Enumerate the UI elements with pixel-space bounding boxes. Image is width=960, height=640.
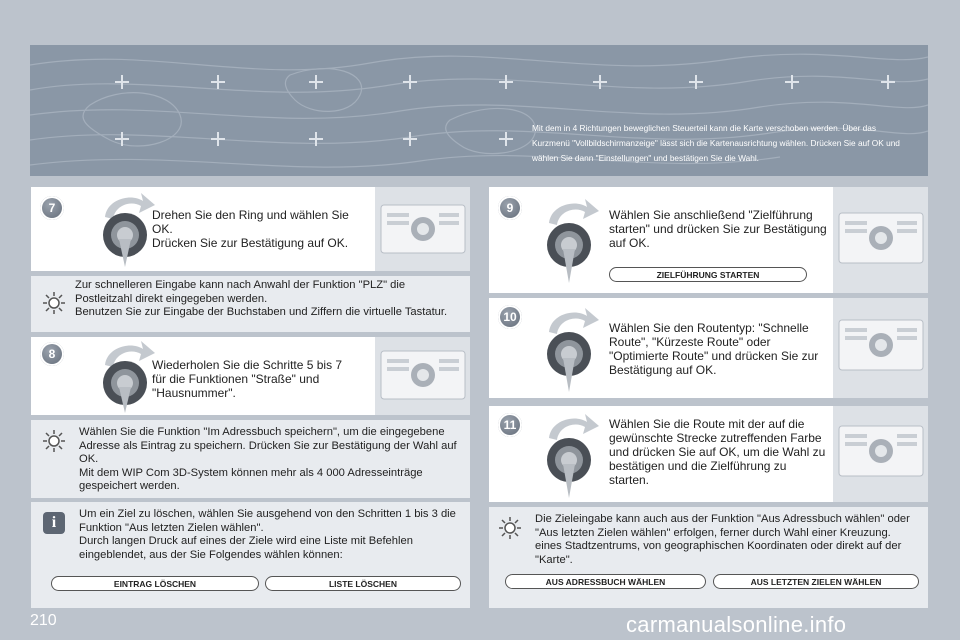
map-banner — [30, 45, 928, 176]
postcode-hint-text: Zur schnelleren Eingabe kann nach Anwahl der Funktion "PLZ" die Postleitzahl direkt eingegeben werden. Benutzen Sie zur Eingabe der Buchstaben und Ziffern die virtuelle Tastatur. — [75, 279, 448, 318]
delete-hint-panel — [31, 502, 470, 608]
step-number-badge: 7 — [40, 196, 64, 220]
rotary-knob-icon — [535, 410, 603, 500]
step-number-badge: 9 — [498, 196, 522, 220]
step-8-text: Wiederholen Sie die Schritte 5 bis 7 für die Funktionen "Straße" und "Hausnummer". — [152, 358, 343, 400]
delete-list-button[interactable]: LISTE LÖSCHEN — [265, 576, 461, 591]
delete-entry-button[interactable]: EINTRAG LÖSCHEN — [51, 576, 259, 591]
step-10-panel — [489, 298, 928, 398]
radio-unit-icon — [375, 337, 470, 415]
addressbook-hint-panel — [31, 420, 470, 498]
radio-unit-icon — [833, 187, 928, 293]
rotary-knob-icon — [535, 195, 603, 285]
start-guidance-button[interactable]: ZIELFÜHRUNG STARTEN — [609, 267, 807, 282]
tip-sun-icon — [41, 290, 67, 316]
map-description: Mit dem in 4 Richtungen beweglichen Steuerteil kann die Karte verschoben werden. Über das Kurzmenü "Vollbildschirmanzeige" lässt sich die Kartenausrichtung wählen. Drücken Sie auf OK und wählen Sie dann "Einstellungen" und bestätigen Sie die Wahl. — [532, 123, 900, 163]
step-number-badge: 10 — [498, 305, 522, 329]
step-number-badge: 8 — [40, 342, 64, 366]
step-8-panel — [31, 337, 470, 415]
step-7-panel — [31, 187, 470, 271]
tip-sun-icon — [497, 515, 523, 541]
radio-unit-icon — [833, 406, 928, 502]
tip-sun-icon — [41, 428, 67, 454]
from-recent-destinations-button[interactable]: AUS LETZTEN ZIELEN WÄHLEN — [713, 574, 919, 589]
radio-unit-icon — [375, 187, 470, 271]
from-addressbook-button[interactable]: AUS ADRESSBUCH WÄHLEN — [505, 574, 706, 589]
sources-hint-text: Die Zieleingabe kann auch aus der Funktion "Aus Adressbuch wählen" oder "Aus letzten Zielen wählen" erfolgen, ferner durch Wahl einer Kreuzung. eines Stadtzentrums, von geographischen Koordinaten oder direkt auf der "Karte". — [535, 513, 910, 566]
sources-hint-panel — [489, 507, 928, 608]
page-number: 210 — [30, 612, 57, 629]
info-icon: i — [43, 512, 65, 534]
step-9-text: Wählen Sie anschließend "Zielführung starten" und drücken Sie zur Bestätigung auf OK. — [609, 208, 827, 250]
step-10-text: Wählen Sie den Routentyp: "Schnelle Route", "Kürzeste Route" oder "Optimierte Route" und drücken Sie zur Bestätigung auf OK. — [609, 321, 819, 377]
step-7-text: Drehen Sie den Ring und wählen Sie OK. Drücken Sie zur Bestätigung auf OK. — [152, 208, 349, 250]
watermark: carmanualsonline.info — [626, 612, 847, 637]
addressbook-hint-text: Wählen Sie die Funktion "Im Adressbuch speichern", um die eingegebene Adresse als Eintrag zu speichern. Drücken Sie zur Bestätigung der Wahl auf OK. Mit dem WIP Com 3D-System können mehr als 4 000 Adresseinträge gespeichert werden. — [79, 426, 457, 492]
postcode-hint-panel — [31, 276, 470, 332]
radio-unit-icon — [833, 298, 928, 398]
step-9-panel — [489, 187, 928, 293]
step-11-panel — [489, 406, 928, 502]
rotary-knob-icon — [535, 304, 603, 394]
rotary-knob-icon — [91, 189, 159, 269]
step-number-badge: 11 — [498, 413, 522, 437]
step-11-text: Wählen Sie die Route mit der auf die gewünschte Strecke zutreffenden Farbe und drücken Sie auf OK, um die Wahl zu bestätigen und die Zielführung zu starten. — [609, 417, 826, 487]
delete-hint-text: Um ein Ziel zu löschen, wählen Sie ausgehend von den Schritten 1 bis 3 die Funktion "Aus letzten Zielen wählen". Durch langen Druck auf eines der Ziele wird eine Liste mit Befehlen eingeblendet, aus der Sie Folgendes wählen können: — [79, 508, 456, 561]
rotary-knob-icon — [91, 337, 159, 415]
